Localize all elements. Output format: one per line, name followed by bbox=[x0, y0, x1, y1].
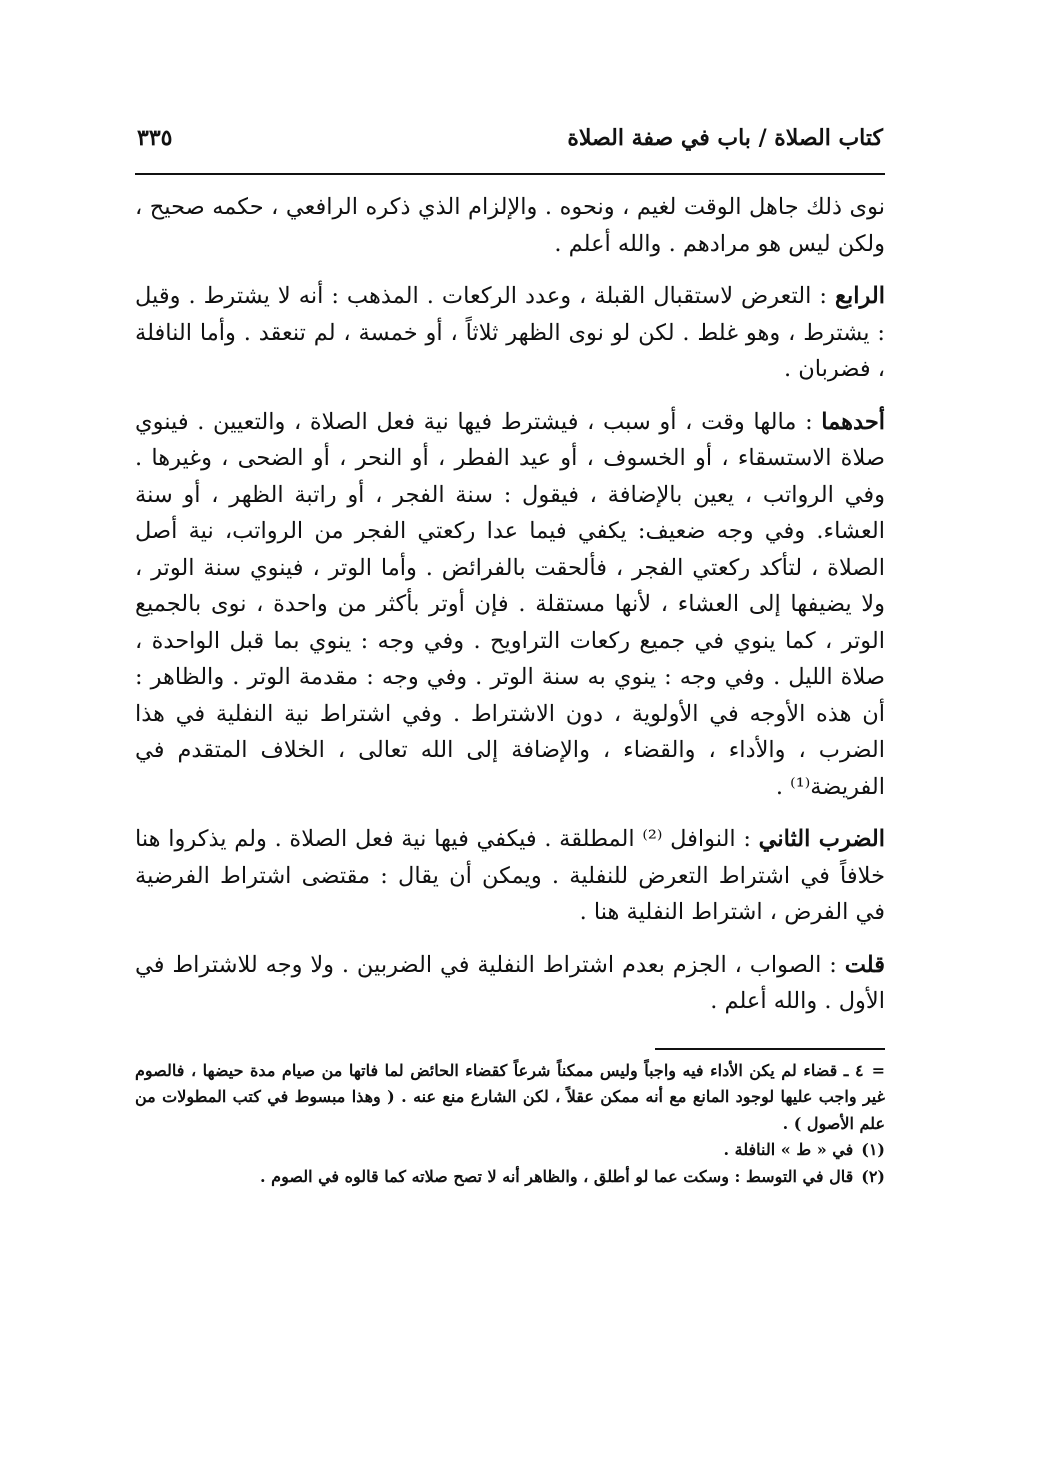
footnote bbox=[135, 1058, 885, 1138]
footnote-mark: = bbox=[871, 1060, 885, 1080]
footnote-text: في « ط » النافلة . bbox=[723, 1140, 854, 1159]
paragraph bbox=[135, 821, 885, 931]
paragraph bbox=[135, 947, 885, 1020]
paragraph bbox=[135, 189, 885, 262]
footnote-mark: (٢) bbox=[861, 1166, 885, 1186]
paragraph-lead: الضرب الثاني bbox=[758, 826, 885, 852]
page-number: ٣٣٥ bbox=[137, 125, 173, 151]
paragraph-text: : التعرض لاستقبال القبلة ، وعدد الركعات . المذهب : أنه لا يشترط . وقيل : يشترط ، وهو غلط . لكن لو نوى الظهر ثلاثاً ، أو خمسة ، لم تنعقد . وأما النافلة ، فضربان . bbox=[135, 283, 885, 382]
paragraph-lead: أحدهما bbox=[821, 408, 885, 435]
footnote bbox=[135, 1164, 885, 1191]
footnote-mark: (١) bbox=[861, 1140, 885, 1159]
book-page bbox=[135, 125, 885, 1190]
paragraph-text: : الصواب ، الجزم بعدم اشتراط النفلية في الضربين . ولا وجه للاشتراط في الأول . والله أعلم . bbox=[135, 951, 885, 1014]
paragraph-text: نوى ذلك جاهل الوقت لغيم ، ونحوه . والإلزام الذي ذكره الرافعي ، حكمه صحيح ، ولكن ليس هو مرادهم . والله أعلم . bbox=[135, 194, 885, 257]
paragraph-text: : مالها وقت ، أو سبب ، فيشترط فيها نية فعل الصلاة ، والتعيين . فينوي صلاة الاستسقاء ، أو الخسوف ، أو عيد الفطر ، أو النحر ، أو الضحى ، وغيرها . وفي الرواتب ، يعين بالإضافة ، فيقول : سنة الفجر ، أو راتبة الظهر ، أو سنة العشاء. وفي وجه ضعيف: يكفي فيما عدا ركعتي الفجر من الرواتب، نية أصل الصلاة ، لتأكد ركعتي الفجر ، فألحقت بالفرائض . وأما الوتر ، فينوي سنة الوتر ، ولا يضيفها إلى العشاء ، لأنها مستقلة . فإن أوتر بأكثر من واحدة ، نوى بالجميع الوتر ، كما ينوي في جميع ركعات التراويح . وفي وجه : ينوي بما قبل الواحدة ، صلاة الليل . وفي وجه : ينوي به سنة الوتر . وفي وجه : مقدمة الوتر . والظاهر : أن هذه الأوجه في الأولوية ، دون الاشتراط . وفي اشتراط نية النفلية في هذا الضرب ، والأداء ، والقضاء ، والإضافة إلى الله تعالى ، الخلاف المتقدم في الفريضة⁽¹⁾ . bbox=[135, 408, 885, 800]
main-text bbox=[135, 189, 885, 1020]
footnote bbox=[135, 1137, 885, 1164]
header-title: كتاب الصلاة / باب في صفة الصلاة bbox=[567, 125, 883, 151]
footnote-text: قال في التوسط : وسكت عما لو أطلق ، والظاهر أنه لا تصح صلاته كما قالوه في الصوم . bbox=[260, 1166, 854, 1186]
footnote-divider bbox=[655, 1048, 885, 1050]
paragraph bbox=[135, 278, 885, 388]
footnotes bbox=[135, 1058, 885, 1191]
paragraph bbox=[135, 404, 885, 806]
paragraph-text: : النوافل ⁽²⁾ المطلقة . فيكفي فيها نية فعل الصلاة . ولم يذكروا هنا خلافاً في اشتراط التعرض للنفلية . ويمكن أن يقال : مقتضى اشتراط الفرضية في الفرض ، اشتراط النفلية هنا . bbox=[135, 826, 885, 925]
running-header bbox=[135, 125, 885, 175]
paragraph-lead: الرابع bbox=[834, 283, 885, 309]
paragraph-lead: قلت bbox=[844, 951, 885, 978]
footnote-text: ٤ ـ قضاء لم يكن الأداء فيه واجباً وليس ممكناً شرعاً كقضاء الحائض لما فاتها من صيام مدة حيضها ، فالصوم غير واجب عليها لوجود المانع مع أنه ممكن عقلاً ، لكن الشارع منع عنه . ( وهذا مبسوط في كتب المطولات من علم الأصول ) . bbox=[135, 1060, 886, 1133]
